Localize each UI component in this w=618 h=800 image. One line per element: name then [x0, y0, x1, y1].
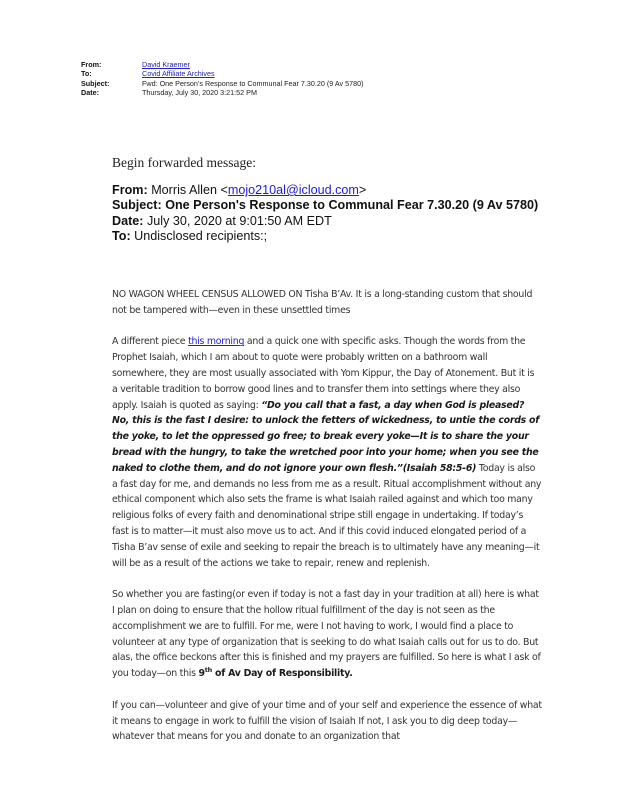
- paragraph-3: [112, 587, 542, 682]
- p2-text-b: and a quick one with specific asks. Though the words from the Prophet Isaiah, which I am about to quote were probably written on a bathroom wall somewhere, they are most usually associated with Yom Kippur, the Day of Atonement. But it is a veritable tradition to borrow good lines and to transfer them into settings where they also apply. Isaiah is quoted as saying:: [112, 336, 535, 411]
- date-value: Thursday, July 30, 2020 3:21:52 PM: [142, 88, 257, 98]
- paragraph-1: NO WAGON WHEEL CENSUS ALLOWED ON Tisha B’Av. It is a long-standing custom that should not be tampered with—even in these unsettled times: [112, 289, 533, 316]
- p3-emphasis: of Av Day of Responsibility.: [212, 668, 353, 680]
- header-from-row: [81, 60, 363, 69]
- fwd-date-line: [112, 214, 542, 229]
- fwd-from-line: [112, 183, 542, 198]
- forwarded-header: [112, 183, 542, 244]
- to-label: To:: [81, 69, 92, 79]
- email-header: [81, 60, 363, 98]
- p3-superscript: th: [204, 666, 213, 674]
- fwd-to-label: To:: [112, 228, 131, 243]
- p3-text-a: So whether you are fasting(or even if today is not a fast day in your tradition at all) here is what I plan on doing to ensure that the hollow ritual fulfillment of the day is not seen as the accomplishment we are to fulfill. For me, were I not having to work, I would find a place to volunteer at any type of organization that is seeking to do what Isaiah calls out for us to do. But alas, the office beckons after this is finished and my prayers are fulfilled. So here is what I ask of you today—on this: [112, 589, 541, 680]
- from-link[interactable]: David Kraemer: [142, 60, 190, 69]
- fwd-from-email-link[interactable]: mojo210al@icloud.com: [227, 183, 359, 197]
- header-date-row: [81, 88, 363, 97]
- paragraph-2: [112, 334, 542, 571]
- fwd-from-label: From:: [112, 183, 148, 197]
- header-to-row: [81, 69, 363, 78]
- fwd-to-line: [112, 229, 542, 244]
- fwd-from-close: >: [358, 183, 367, 197]
- p3-number: 9: [198, 668, 205, 680]
- fwd-subject-value: One Person's Response to Communal Fear 7.30.20 (9 Av 5780): [165, 198, 539, 213]
- subject-label: Subject:: [81, 78, 110, 88]
- date-label: Date:: [81, 88, 99, 98]
- fwd-to-value: Undisclosed recipients:;: [134, 228, 268, 243]
- message-body: [112, 287, 542, 761]
- this-morning-link[interactable]: this morning: [188, 336, 245, 348]
- fwd-date-label: Date:: [112, 213, 144, 228]
- p2-text-a: A different piece: [112, 336, 189, 348]
- to-link[interactable]: Covid Affiliate Archives: [142, 69, 215, 79]
- fwd-from-name: Morris Allen <: [151, 183, 228, 197]
- p2-text-c: Today is also a fast day for me, and demands no less from me as a result. Ritual accomplishment without any ethical component which also sets the frame is what Isaiah railed against and which too many religious folks of every faith and denominational stripe still engage in undertaking. If today’s fast is to matter—it must also move us to act. And if this covid induced elongated period of a Tisha B’av sense of exile and seeking to repair the breach is to ultimately have any meaning—it will be as a result of the actions we take to repair, renew and replenish.: [112, 462, 542, 569]
- subject-value: Fwd: One Person’s Response to Communal Fear 7.30.20 (9 Av 5780): [142, 78, 364, 88]
- from-label: From:: [81, 60, 102, 69]
- fwd-subject-label: Subject:: [112, 198, 162, 213]
- header-subject-row: [81, 79, 363, 88]
- fwd-date-value: July 30, 2020 at 9:01:50 AM EDT: [147, 213, 332, 228]
- fwd-subject-line: [112, 198, 542, 213]
- forwarded-intro: Begin forwarded message:: [112, 155, 256, 170]
- paragraph-4: If you can—volunteer and give of your time and of your self and experience the essence of what it means to engage in work to fulfill the vision of Isaiah If not, I ask you to dig deep today—whatever that means for you and donate to an organization that: [112, 699, 542, 743]
- isaiah-quote: “Do you call that a fast, a day when God is pleased? No, this is the fast I desire: to unlock the fetters of wickedness, to untie the cords of the yoke, to let the oppressed go free; to break every yoke—It is to share the your bread with the hungry, to take the wretched poor into your home; when you see the naked to clothe them, and do not ignore your own flesh.”(Isaiah 58:5-6): [112, 399, 540, 474]
